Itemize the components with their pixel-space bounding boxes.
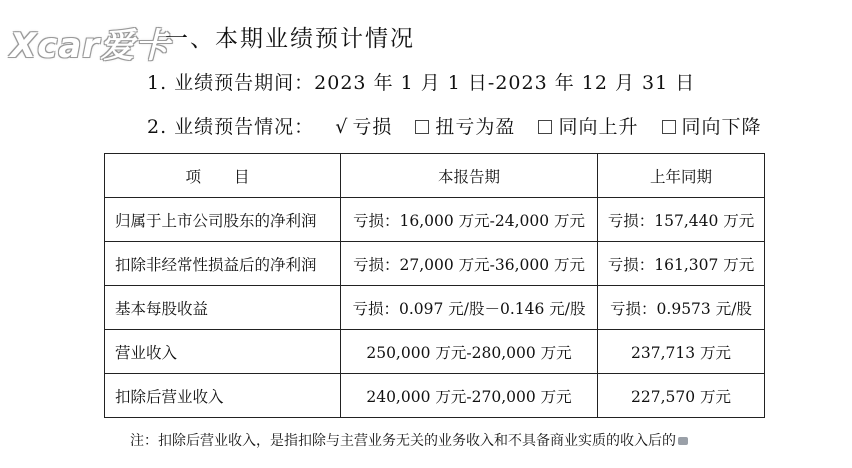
header-prior-year: 上年同期 <box>598 154 765 198</box>
row-prior-value: 亏损：161,307 万元 <box>598 242 765 286</box>
row-current-value: 亏损：27,000 万元-36,000 万元 <box>341 242 598 286</box>
row-label: 扣除后营业收入 <box>105 374 341 418</box>
row-prior-value: 亏损：157,440 万元 <box>598 198 765 242</box>
logo-text: Xcar爱卡 <box>10 25 171 66</box>
table-row <box>105 198 765 242</box>
row-label: 归属于上市公司股东的净利润 <box>105 198 341 242</box>
section-title: 一、本期业绩预计情况 <box>165 26 415 52</box>
row-label: 基本每股收益 <box>105 286 341 330</box>
option-turnaround: 扭亏为盈 <box>435 116 516 138</box>
option-decrease: 同向下降 <box>681 116 762 138</box>
row-current-value: 240,000 万元-270,000 万元 <box>341 374 598 418</box>
forecast-table <box>104 153 765 418</box>
watermark-logo <box>10 18 180 66</box>
period-label: 1. 业绩预告期间： <box>147 72 315 94</box>
row-prior-value: 亏损：0.9573 元/股 <box>598 286 765 330</box>
forecast-label: 2. 业绩预告情况： <box>147 116 315 138</box>
forecast-period-line <box>147 68 695 95</box>
row-current-value: 250,000 万元-280,000 万元 <box>341 330 598 374</box>
table-row <box>105 330 765 374</box>
row-current-value: 亏损：16,000 万元-24,000 万元 <box>341 198 598 242</box>
row-current-value: 亏损：0.097 元/股－0.146 元/股 <box>341 286 598 330</box>
footnote <box>130 430 688 450</box>
header-item: 项 目 <box>105 154 341 198</box>
checkbox-icon <box>538 120 552 134</box>
checkbox-icon <box>415 120 429 134</box>
table-header-row <box>105 154 765 198</box>
header-current-period: 本报告期 <box>341 154 598 198</box>
cursor-icon <box>678 437 688 445</box>
row-prior-value: 237,713 万元 <box>598 330 765 374</box>
check-mark-icon: √ <box>335 116 349 138</box>
checkbox-icon <box>662 120 676 134</box>
table-row <box>105 374 765 418</box>
row-label: 营业收入 <box>105 330 341 374</box>
table-row <box>105 286 765 330</box>
table-row <box>105 242 765 286</box>
period-value: 2023 年 1 月 1 日-2023 年 12 月 31 日 <box>314 72 696 94</box>
footnote-text: 注：扣除后营业收入，是指扣除与主营业务无关的业务收入和不具备商业实质的收入后的 <box>130 433 676 449</box>
option-increase: 同向上升 <box>558 116 639 138</box>
option-loss: 亏损 <box>352 116 393 138</box>
row-prior-value: 227,570 万元 <box>598 374 765 418</box>
forecast-type-line <box>147 112 776 139</box>
row-label: 扣除非经常性损益后的净利润 <box>105 242 341 286</box>
